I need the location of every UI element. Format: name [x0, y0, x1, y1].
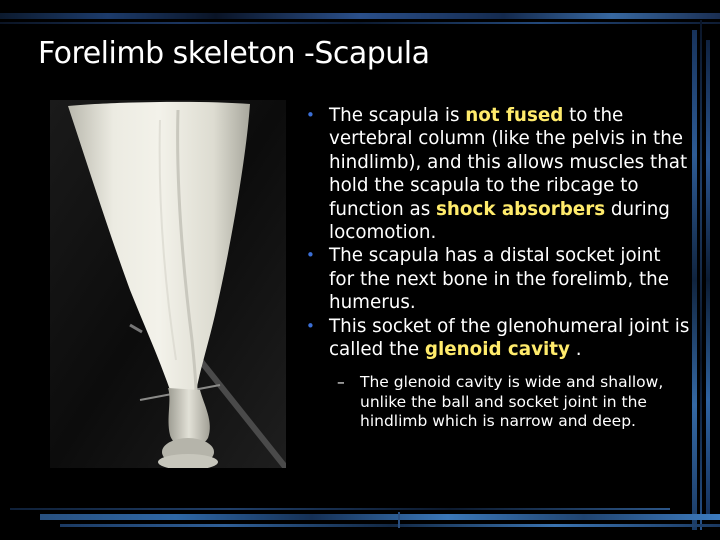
- slide-title: Forelimb skeleton -Scapula: [38, 36, 430, 71]
- right-decorative-bar-outer: [706, 40, 710, 520]
- sub-bullet-text: The glenoid cavity is wide and shallow, unlike the ball and socket joint in the hindlimb which is narrow and deep.: [360, 373, 664, 431]
- bottom-tick-mark: [398, 512, 400, 528]
- highlight-glenoid-cavity: glenoid cavity: [424, 339, 570, 361]
- bullet-marker: •: [306, 246, 315, 265]
- bullet-item-not-fused: [300, 104, 690, 244]
- scapula-bone-illustration: [50, 100, 286, 468]
- top-decorative-bar: [0, 13, 720, 19]
- scapula-photo: [50, 100, 286, 468]
- bullet-marker: •: [306, 106, 315, 124]
- bullet-text: This socket of the glenohumeral joint is called the: [329, 315, 690, 361]
- sub-bullet-item: [300, 373, 690, 432]
- bottom-decorative-line: [60, 524, 720, 527]
- bullet-text: The scapula has a distal socket joint for the next bone in the forelimb, the humerus.: [329, 245, 669, 314]
- bullet-text: during locomotion.: [329, 198, 670, 244]
- bullet-item-distal-socket: [300, 244, 690, 314]
- sub-bullet-marker: –: [337, 373, 345, 392]
- bullet-item-glenoid-cavity: [300, 315, 690, 362]
- bottom-decorative-line-upper: [10, 508, 670, 510]
- bullet-text: .: [569, 339, 582, 361]
- bullet-text: The scapula is: [329, 105, 466, 126]
- highlight-not-fused: not fused: [465, 105, 564, 126]
- bullet-list: [300, 104, 690, 432]
- bottom-decorative-bar: [40, 514, 720, 520]
- right-decorative-line: [700, 20, 702, 530]
- highlight-shock-absorbers: shock absorbers: [436, 198, 606, 220]
- top-decorative-line: [0, 22, 720, 24]
- bullet-text: to the vertebral column (like the pelvis in the hindlimb), and this allows muscles that hold the scapula to the ribcage to function as: [329, 105, 688, 220]
- bullet-marker: •: [306, 316, 315, 335]
- right-decorative-bar: [692, 30, 697, 530]
